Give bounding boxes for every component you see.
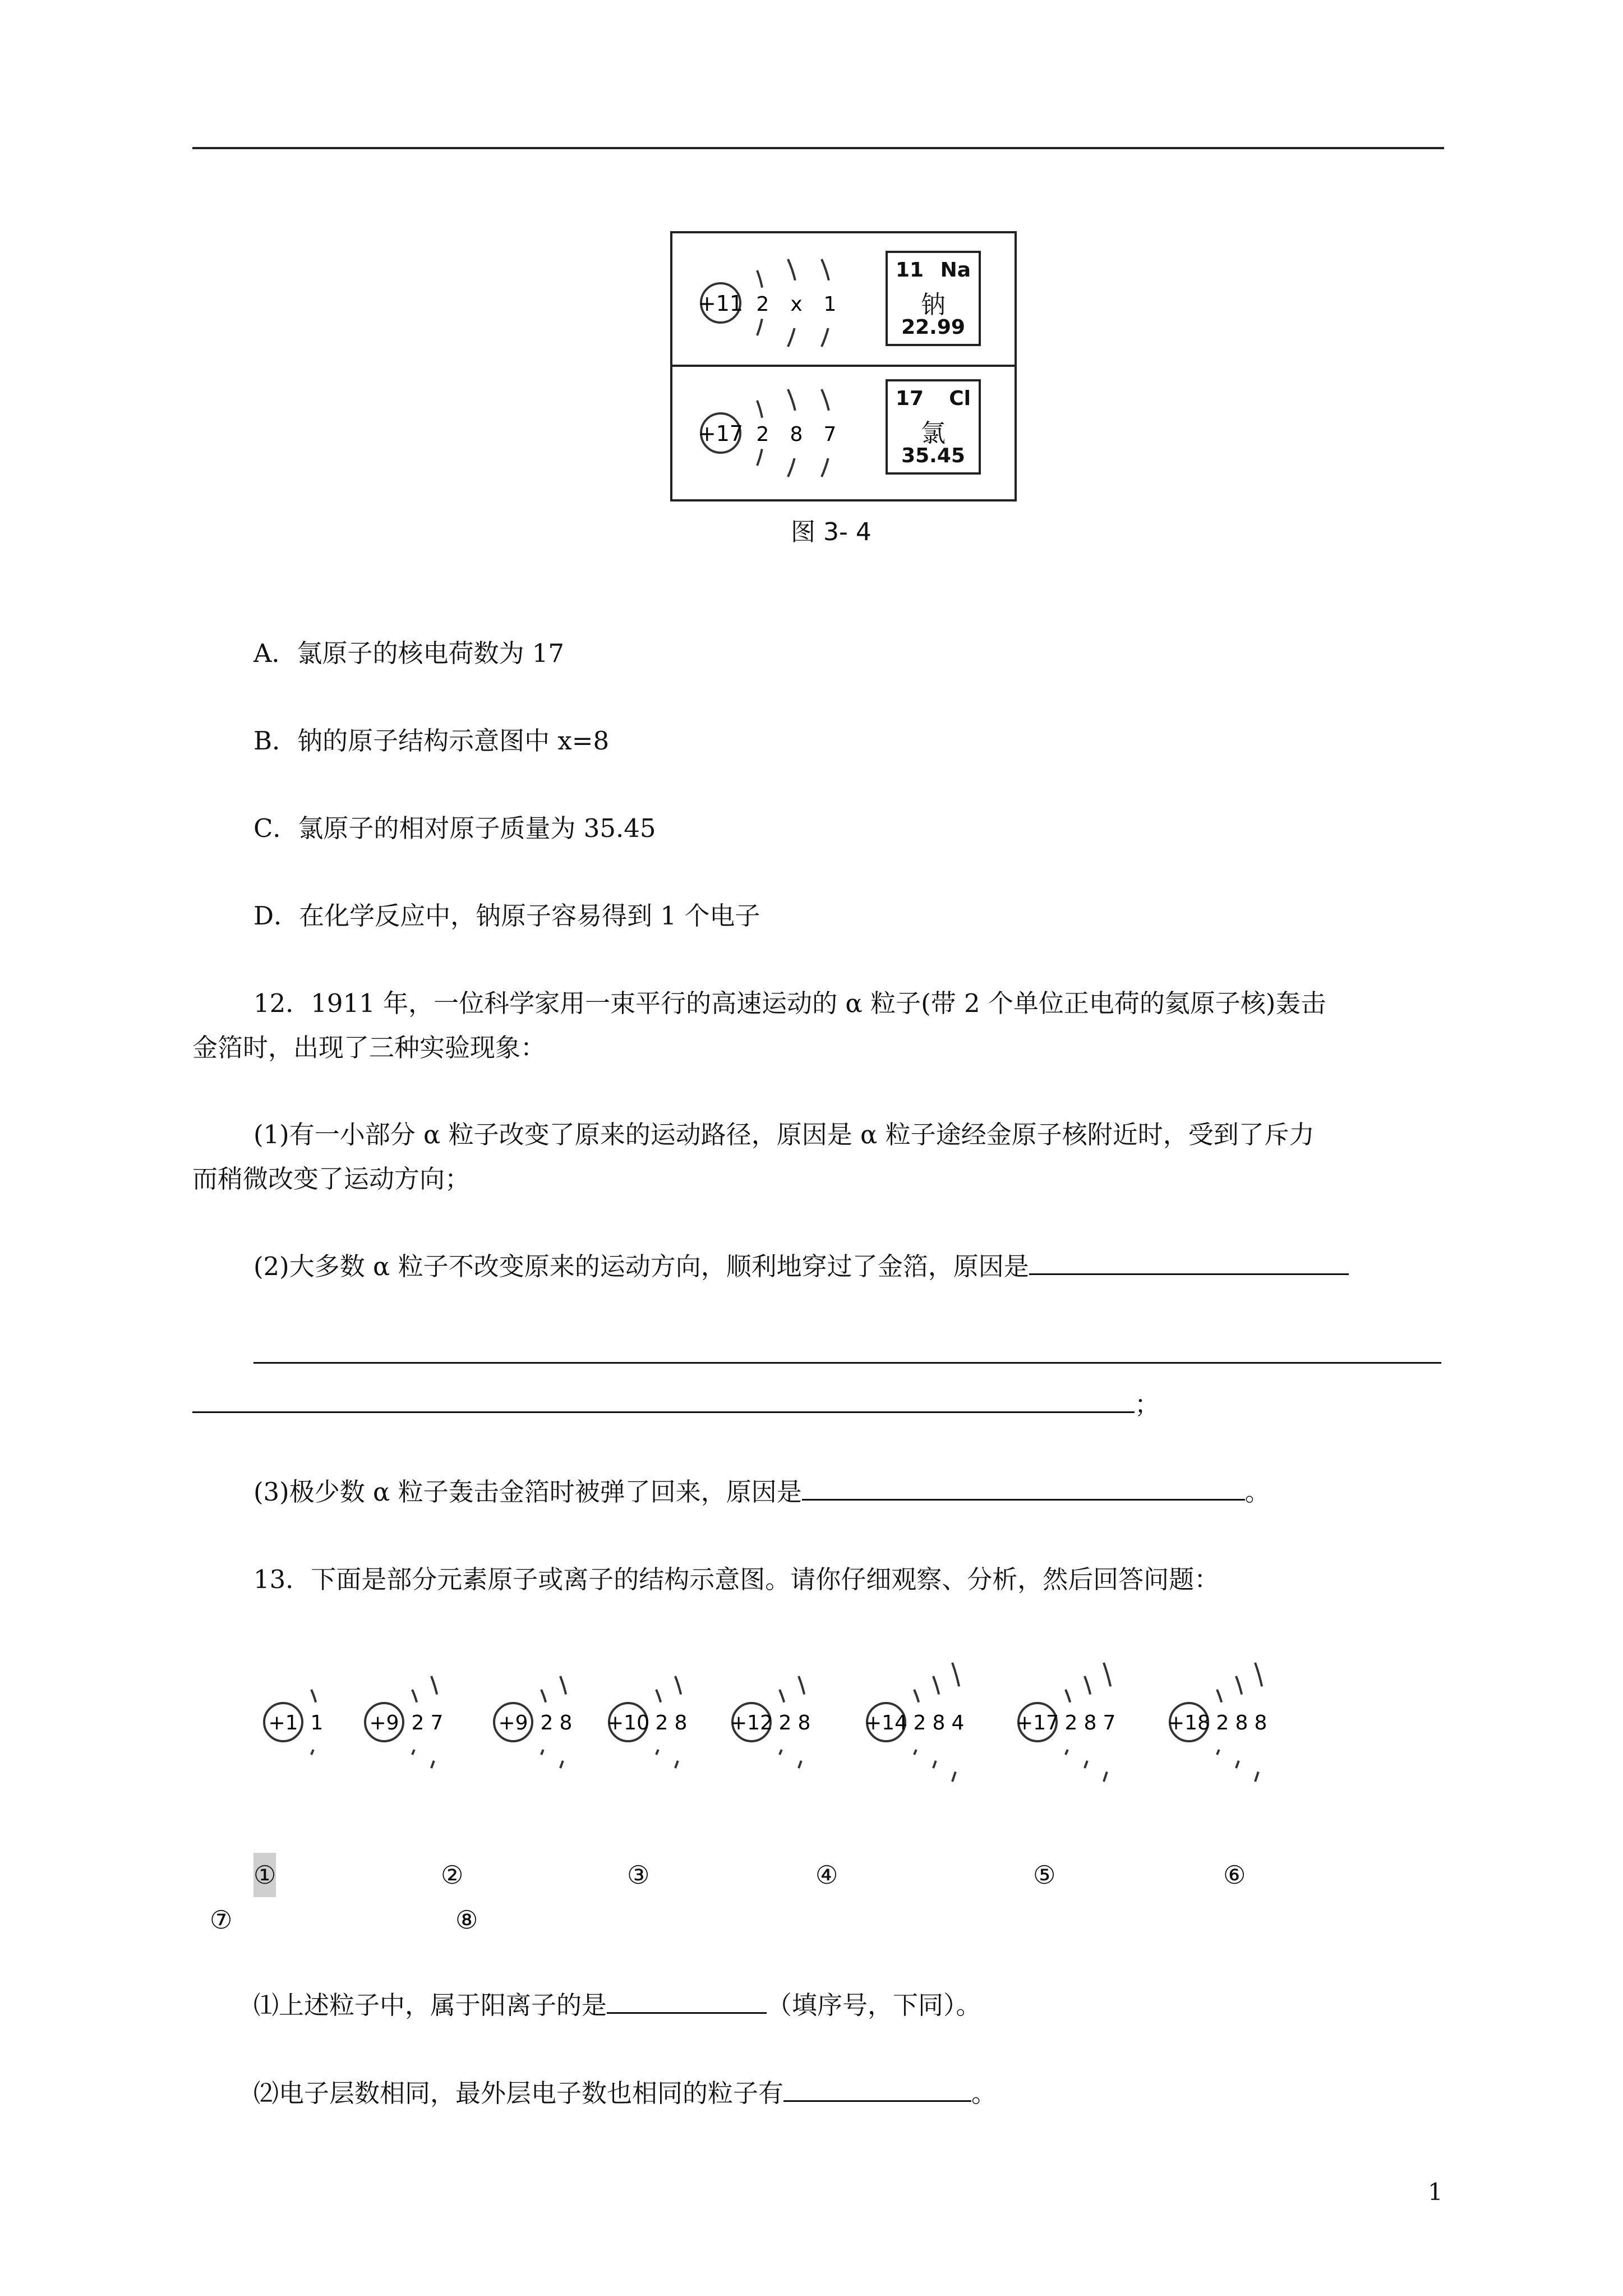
q12-part-2-blank-2[interactable] [192, 1387, 1135, 1413]
q13-sub-2-end: 。 [971, 2078, 997, 2108]
electron-count: 8 [1254, 1711, 1267, 1734]
q12-part-3-end: 。 [1244, 1477, 1270, 1507]
electron-count: 2 [913, 1711, 926, 1734]
q12-part-3-blank[interactable] [802, 1474, 1245, 1501]
sodium-shell-2: x [790, 293, 803, 316]
q13-atom-diagrams [0, 1644, 1623, 1801]
q12-stem-line-1: 12．1911 年，一位科学家用一束平行的高速运动的 α 粒子(带 2 个单位正电荷的氦原子核)轰击 [253, 988, 1326, 1018]
chlorine-atomic-number: 17 [896, 387, 924, 410]
q13-label-4: ④ [815, 1860, 838, 1890]
q12-part-2-blank[interactable] [1029, 1249, 1349, 1275]
q13-label-7: ⑦ [210, 1905, 233, 1935]
nucleus-charge: +10 [607, 1711, 649, 1734]
electron-count: 7 [430, 1711, 444, 1734]
sodium-element-tile [886, 251, 981, 346]
q13-atom-7 [1016, 1663, 1115, 1782]
nucleus-charge: +14 [865, 1711, 907, 1734]
page-number: 1 [1428, 2178, 1443, 2206]
chlorine-shell-1: 2 [756, 423, 769, 446]
q13-label-5: ⑤ [1033, 1860, 1056, 1890]
nucleus-charge: +1 [268, 1711, 298, 1734]
q12-part-2-continued [192, 1382, 1160, 1427]
chlorine-atom-diagram [693, 377, 861, 489]
sodium-shell-3: 1 [823, 293, 837, 316]
option-b: B．钠的原子结构示意图中 x=8 [253, 726, 610, 756]
electron-count: 1 [310, 1711, 324, 1734]
sodium-atomic-number: 11 [896, 259, 924, 282]
sodium-nucleus: +11 [698, 291, 744, 316]
q13-label-1: ① [253, 1853, 276, 1897]
q13-atom-1 [264, 1690, 323, 1755]
q12-part-2-end: ； [1135, 1389, 1160, 1419]
nucleus-charge: +17 [1016, 1711, 1059, 1734]
electron-count: 2 [1216, 1711, 1229, 1734]
nucleus-charge: +9 [369, 1711, 399, 1734]
electron-count: 4 [951, 1711, 965, 1734]
option-c: C．氯原子的相对原子质量为 35.45 [253, 813, 656, 843]
q13-label-8: ⑧ [455, 1905, 478, 1935]
sodium-atomic-mass: 22.99 [901, 316, 965, 339]
q13-label-3: ③ [627, 1860, 650, 1890]
q13-atom-5 [730, 1676, 810, 1768]
q13-label-6: ⑥ [1223, 1860, 1246, 1890]
nucleus-charge: +9 [498, 1711, 528, 1734]
electron-count: 8 [797, 1711, 811, 1734]
q12-stem-line-2: 金箔时，出现了三种实验现象： [192, 1033, 546, 1062]
q13-sub-2-blank[interactable] [783, 2076, 971, 2102]
q13-sub-1-text: ⑴上述粒子中，属于阳离子的是 [253, 1990, 607, 2020]
chlorine-element-tile [886, 379, 981, 475]
chlorine-nucleus: +17 [698, 421, 744, 446]
q12-part-2-answer-line[interactable] [253, 1362, 1441, 1364]
q12-part-2-text: (2)大多数 α 粒子不改变原来的运动方向，顺利地穿过了金箔，原因是 [253, 1251, 1029, 1281]
q12-part-3-text: (3)极少数 α 粒子轰击金箔时被弹了回来，原因是 [253, 1477, 802, 1507]
option-a: A．氯原子的核电荷数为 17 [253, 638, 565, 668]
chlorine-shell-2: 8 [790, 423, 803, 446]
chlorine-name: 氯 [921, 419, 946, 448]
q13-atom-3 [494, 1676, 572, 1768]
sodium-shell-1: 2 [756, 293, 769, 316]
q13-sub-1-end: （填序号，下同）。 [767, 1990, 981, 2020]
option-d: D．在化学反应中，钠原子容易得到 1 个电子 [253, 901, 760, 931]
q12-part-2 [253, 1244, 1349, 1289]
electron-count: 8 [1083, 1711, 1097, 1734]
sodium-atom-diagram [693, 247, 861, 359]
q13-atom-2 [365, 1676, 443, 1768]
electron-count: 2 [411, 1711, 425, 1734]
electron-count: 8 [932, 1711, 946, 1734]
electron-count: 2 [778, 1711, 792, 1734]
q13-atom-4 [607, 1676, 687, 1768]
sodium-name: 钠 [921, 291, 946, 319]
q13-label-2: ② [441, 1860, 464, 1890]
electron-count: 2 [1064, 1711, 1078, 1734]
q12-part-3 [253, 1470, 1270, 1514]
q13-atom-8 [1168, 1663, 1267, 1782]
electron-count: 8 [674, 1711, 688, 1734]
figure-caption: 图 3- 4 [791, 518, 872, 546]
q13-sub-2 [253, 2071, 997, 2115]
electron-count: 2 [655, 1711, 668, 1734]
chlorine-symbol: Cl [949, 387, 971, 410]
chlorine-shell-3: 7 [823, 423, 837, 446]
electron-count: 8 [559, 1711, 573, 1734]
electron-count: 8 [1235, 1711, 1248, 1734]
q12-part-1-line-2: 而稍微改变了运动方向； [192, 1164, 471, 1194]
nucleus-charge: +12 [730, 1711, 773, 1734]
electron-count: 7 [1103, 1711, 1116, 1734]
chlorine-atomic-mass: 35.45 [901, 444, 965, 467]
electron-count: 2 [540, 1711, 554, 1734]
q13-sub-2-text: ⑵电子层数相同，最外层电子数也相同的粒子有 [253, 2078, 784, 2108]
q13-sub-1-blank[interactable] [607, 1987, 767, 2014]
q12-part-1-line-1: (1)有一小部分 α 粒子改变了原来的运动路径，原因是 α 粒子途经金原子核附近时，受到了斥力 [253, 1120, 1315, 1149]
q13-stem: 13．下面是部分元素原子或离子的结构示意图。请你仔细观察、分析，然后回答问题： [253, 1565, 1220, 1594]
header-rule [192, 147, 1444, 149]
figure-divider [670, 365, 1017, 367]
q13-sub-1 [253, 1983, 981, 2027]
nucleus-charge: +18 [1168, 1711, 1210, 1734]
q13-atom-6 [865, 1663, 964, 1782]
sodium-symbol: Na [940, 259, 971, 282]
